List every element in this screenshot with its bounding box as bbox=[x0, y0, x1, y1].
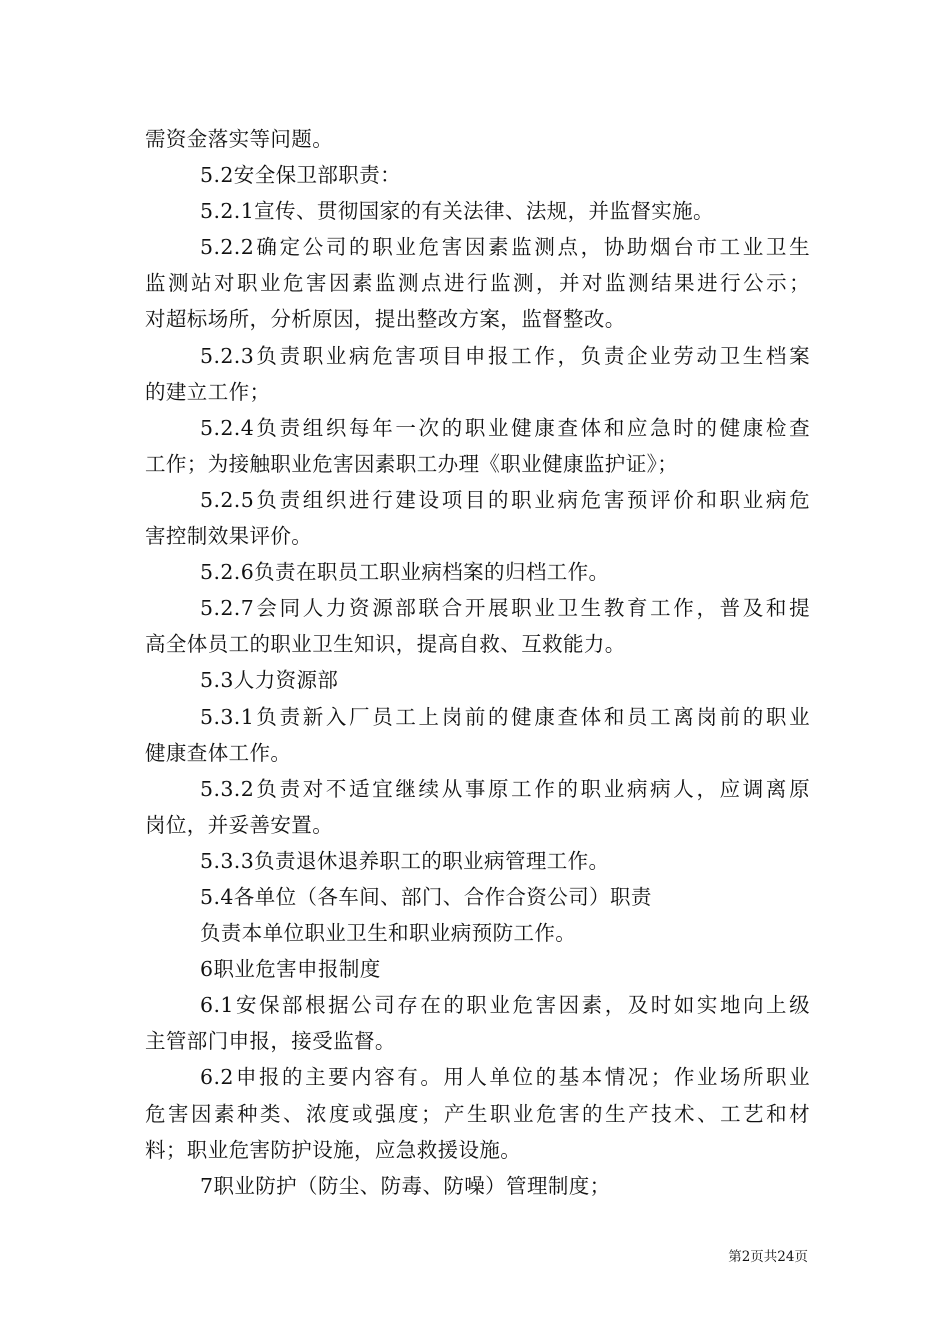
text-line: 害控制效果评价。 bbox=[145, 524, 313, 549]
text-line: 6.1安保部根据公司存在的职业危害因素，及时如实地向上级 bbox=[200, 993, 810, 1018]
text-line: 5.2.6负责在职员工职业病档案的归档工作。 bbox=[200, 560, 610, 585]
text-line: 5.2.2确定公司的职业危害因素监测点，协助烟台市工业卫生 bbox=[200, 235, 810, 260]
text-line: 7职业防护（防尘、防毒、防噪）管理制度； bbox=[200, 1173, 611, 1198]
text-line: 高全体员工的职业卫生知识，提高自救、互救能力。 bbox=[145, 632, 626, 657]
text-line: 负责本单位职业卫生和职业病预防工作。 bbox=[200, 921, 577, 946]
document-body bbox=[145, 121, 810, 1204]
text-line: 5.2.5负责组织进行建设项目的职业病危害预评价和职业病危 bbox=[200, 487, 810, 512]
text-line: 5.2.1宣传、贯彻国家的有关法律、法规，并监督实施。 bbox=[200, 199, 714, 224]
text-line: 主管部门申报，接受监督。 bbox=[145, 1029, 396, 1054]
text-line: 需资金落实等问题。 bbox=[145, 127, 334, 151]
text-line: 5.3.2负责对不适宜继续从事原工作的职业病病人，应调离原 bbox=[200, 776, 810, 801]
text-line: 健康查体工作。 bbox=[145, 740, 292, 765]
text-line: 5.4各单位（各车间、部门、合作合资公司）职责 bbox=[200, 884, 652, 909]
text-line: 对超标场所，分析原因，提出整改方案，监督整改。 bbox=[145, 307, 626, 332]
text-line: 6.2申报的主要内容有。用人单位的基本情况；作业场所职业 bbox=[200, 1065, 810, 1090]
text-line: 监测站对职业危害因素监测点进行监测，并对监测结果进行公示； bbox=[145, 271, 810, 296]
text-line: 5.3人力资源部 bbox=[200, 668, 339, 693]
text-line: 岗位，并妥善安置。 bbox=[145, 812, 334, 837]
text-line: 5.3.3负责退休退养职工的职业病管理工作。 bbox=[200, 848, 610, 873]
text-line: 料；职业危害防护设施，应急救援设施。 bbox=[145, 1137, 522, 1162]
text-line: 的建立工作； bbox=[145, 379, 271, 404]
text-line: 5.2.3负责职业病危害项目申报工作，负责企业劳动卫生档案 bbox=[200, 343, 810, 368]
text-line: 5.2.7会同人力资源部联合开展职业卫生教育工作，普及和提 bbox=[200, 596, 810, 621]
text-line: 危害因素种类、浓度或强度；产生职业危害的生产技术、工艺和材 bbox=[145, 1101, 810, 1126]
text-line: 6职业危害申报制度 bbox=[200, 957, 381, 982]
text-line: 工作；为接触职业危害因素职工办理《职业健康监护证》； bbox=[145, 451, 679, 476]
text-line: 5.2.4负责组织每年一次的职业健康查体和应急时的健康检查 bbox=[200, 415, 810, 440]
text-line: 5.3.1负责新入厂员工上岗前的健康查体和员工离岗前的职业 bbox=[200, 704, 810, 729]
page-footer: 第2页共24页 bbox=[728, 1249, 808, 1265]
text-line: 5.2安全保卫部职责： bbox=[200, 163, 402, 188]
